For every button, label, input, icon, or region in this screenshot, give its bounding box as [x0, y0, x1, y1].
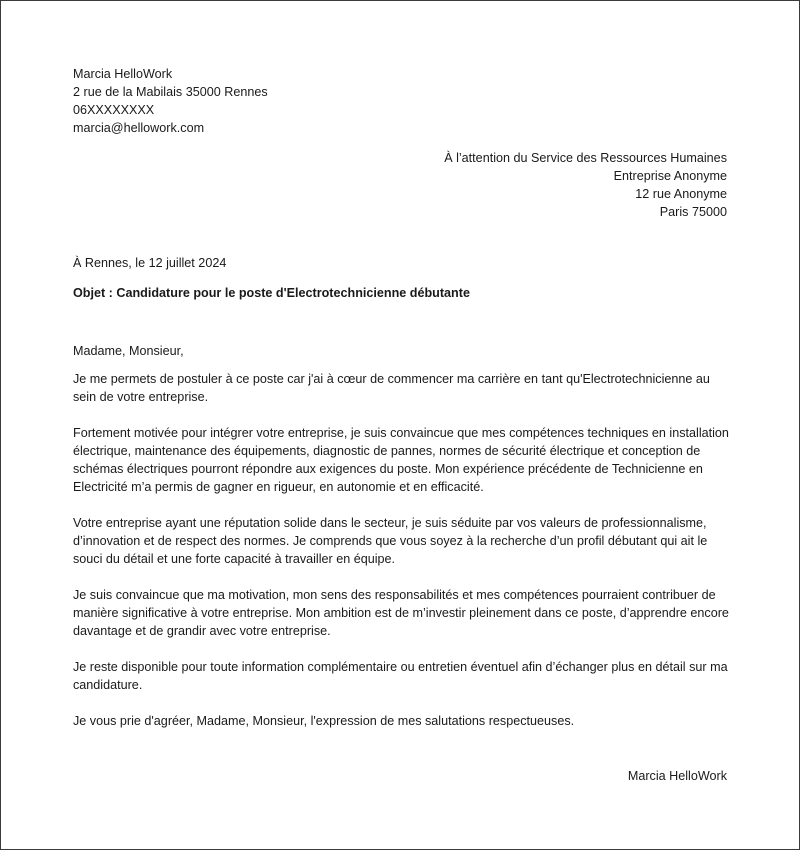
recipient-city: Paris 75000 [659, 205, 727, 219]
signature: Marcia HelloWork [627, 769, 727, 783]
date-line: À Rennes, le 12 juillet 2024 [73, 256, 227, 270]
paragraph-ambition: Je suis convaincue que ma motivation, mon sens des responsabilités et mes compétences pourraient contribuer de manière significative à votre entreprise. Mon ambition est de m’investir pleinement dans ce poste, d’apprendre encore davantage et de grandir avec votre entreprise. [73, 588, 729, 638]
sender-phone: 06XXXXXXXX [73, 103, 155, 117]
greeting: Madame, Monsieur, [73, 344, 184, 358]
recipient-block [444, 149, 727, 221]
recipient-company: Entreprise Anonyme [613, 169, 727, 183]
sender-email: marcia@hellowork.com [73, 121, 205, 135]
recipient-attention: À l’attention du Service des Ressources Humaines [444, 151, 727, 165]
letter-body [73, 342, 733, 730]
sender-block [73, 65, 268, 137]
sender-address: 2 rue de la Mabilais 35000 Rennes [73, 85, 268, 99]
sender-name: Marcia HelloWork [73, 67, 173, 81]
paragraph-company-values: Votre entreprise ayant une réputation solide dans le secteur, je suis séduite par vos valeurs de professionnalisme, d’innovation et de respect des normes. Je comprends que vous soyez à la recherche d’un profil débutant qui ait le souci du détail et une forte capacité à travailler en équipe. [73, 516, 708, 566]
paragraph-skills: Fortement motivée pour intégrer votre entreprise, je suis convaincue que mes compétences techniques en installation électrique, maintenance des équipements, diagnostic de pannes, normes de sécurité électrique et conception de schémas électriques pourront répondre aux exigences du poste. Mon expérience précédente de Technicienne en Electricité m’a permis de gagner en rigueur, en autonomie et en efficacité. [73, 426, 729, 494]
subject-line: Objet : Candidature pour le poste d'Electrotechnicienne débutante [73, 286, 470, 300]
paragraph-availability: Je reste disponible pour toute information complémentaire ou entretien éventuel afin d’échanger plus en détail sur ma candidature. [73, 660, 728, 692]
recipient-street: 12 rue Anonyme [635, 187, 727, 201]
closing-formula: Je vous prie d'agréer, Madame, Monsieur, l'expression de mes salutations respectueuses. [73, 714, 575, 728]
paragraph-motivation-intro: Je me permets de postuler à ce poste car j'ai à cœur de commencer ma carrière en tant qu'Electrotechnicienne au sein de votre entreprise. [73, 372, 710, 404]
